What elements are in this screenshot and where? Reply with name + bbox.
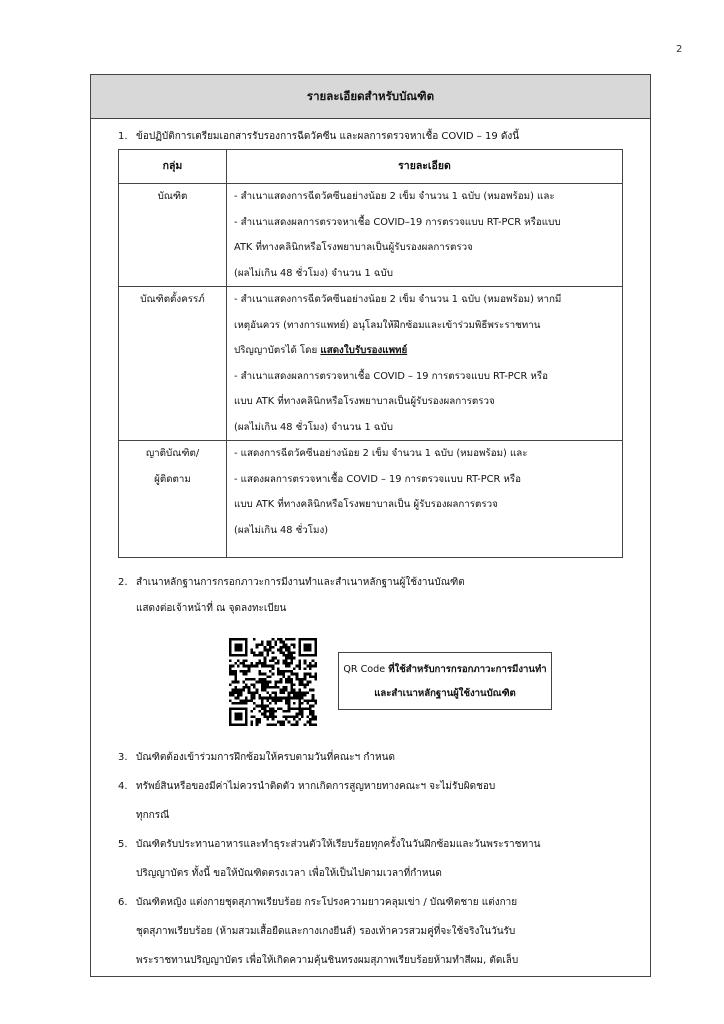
detail-line <box>234 338 616 364</box>
item-text: บัณฑิตต้องเข้าร่วมการฝึกซ้อมให้ครบตามวันที่คณะฯ กำหนด <box>136 752 395 763</box>
table-row <box>119 287 623 441</box>
detail-cell <box>227 441 623 558</box>
item-text: บัณฑิตรับประทานอาหารและทำธุระส่วนตัวให้เรียบร้อยทุกครั้งในวันฝึกซ้อมและวันพระราชทาน <box>136 839 541 850</box>
qr-section <box>91 634 650 744</box>
item-text: แสดงต่อเจ้าหน้าที่ ณ จุดลงทะเบียน <box>136 603 287 614</box>
qr-code[interactable] <box>225 634 321 730</box>
item-number: 2. <box>118 577 128 588</box>
item-6 <box>91 888 650 975</box>
table-row <box>119 184 623 287</box>
group-cell: บัณฑิตตั้งครรภ์ <box>119 287 227 441</box>
item-4 <box>91 772 650 830</box>
item-text: พระราชทานปริญญาบัตร เพื่อให้เกิดความคุ้นชินทรงผมสุภาพเรียบร้อยห้ามทำสีผม, ตัดเล็บ <box>136 955 519 966</box>
detail-text: ปริญญาบัตรได้ โดย <box>234 345 321 356</box>
item-text: ปริญญาบัตร ทั้งนี้ ขอให้บัณฑิตตรงเวลา เพื่อให้เป็นไปตามเวลาที่กำหนด <box>136 868 442 879</box>
detail-line: (ผลไม่เกิน 48 ชั่วโมง) จำนวน 1 ฉบับ <box>234 267 393 279</box>
detail-line: เหตุอันควร (ทางการแพทย์) อนุโลมให้ฝึกซ้อมและเข้าร่วมพิธีพระราชทาน <box>234 319 541 331</box>
detail-line: - สำเนาแสดงการฉีดวัคซีนอย่างน้อย 2 เข็ม จำนวน 1 ฉบับ (หมอพร้อม) และ <box>234 191 555 202</box>
item-2 <box>91 570 650 622</box>
header-detail: รายละเอียด <box>227 150 623 184</box>
detail-line: (ผลไม่เกิน 48 ชั่วโมง) <box>234 524 329 536</box>
requirements-table <box>118 149 623 558</box>
item-5 <box>91 830 650 888</box>
detail-line: แบบ ATK ที่ทางคลินิกหรือโรงพยาบาลเป็นผู้รับรองผลการตรวจ <box>234 396 495 407</box>
detail-line: - สำเนาแสดงการฉีดวัคซีนอย่างน้อย 2 เข็ม จำนวน 1 ฉบับ (หมอพร้อม) หากมี <box>234 294 562 305</box>
header-group: กลุ่ม <box>119 150 227 184</box>
item-3 <box>91 744 650 772</box>
qr-code-image <box>229 638 317 726</box>
item-text: ชุดสุภาพเรียบร้อย (ห้ามสวมเสื้อยืดและกางเกงยีนส์) รองเท้าควรสวมคู่ที่จะใช้จริงในวันรับ <box>136 926 516 937</box>
section-title: รายละเอียดสำหรับบัณฑิต <box>91 75 650 119</box>
detail-line: แบบ ATK ที่ทางคลินิกหรือโรงพยาบาลเป็น ผู้รับรองผลการตรวจ <box>234 499 498 510</box>
group-cell: บัณฑิต <box>119 184 227 287</box>
detail-line: - สำเนาแสดงผลการตรวจหาเชื้อ COVID – 19 การตรวจแบบ RT-PCR หรือ <box>234 370 549 382</box>
qr-caption-line <box>339 658 551 682</box>
qr-caption-line <box>339 682 551 706</box>
item-text: ข้อปฏิบัติการเตรียมเอกสารรับรองการฉีดวัคซีน และผลการตรวจหาเชื้อ COVID – 19 ดังนี้ <box>136 131 520 142</box>
detail-line: (ผลไม่เกิน 48 ชั่วโมง) จำนวน 1 ฉบับ <box>234 421 393 433</box>
detail-line: - สำเนาแสดงผลการตรวจหาเชื้อ COVID–19 การตรวจแบบ RT-PCR หรือแบบ <box>234 216 561 228</box>
item-text: บัณฑิตหญิง แต่งกายชุดสุภาพเรียบร้อย กระโปรงความยาวคลุมเข่า / บัณฑิตชาย แต่งกาย <box>136 897 518 908</box>
table-row <box>119 441 623 558</box>
medical-certificate-emphasis: แสดงใบรับรองแพทย์ <box>320 345 408 356</box>
group-line: ญาติบัณฑิต/ <box>145 448 200 459</box>
item-text: สำเนาหลักฐานการกรอกภาวะการมีงานทำและสำเนาหลักฐานผู้ใช้งานบัณฑิต <box>136 577 465 588</box>
table-header-row <box>119 150 623 184</box>
page-number: 2 <box>676 44 683 55</box>
group-cell <box>119 441 227 558</box>
item-1 <box>91 123 650 149</box>
detail-line: - แสดงผลการตรวจหาเชื้อ COVID – 19 การตรวจแบบ RT-PCR หรือ <box>234 473 521 485</box>
detail-cell <box>227 184 623 287</box>
instruction-list <box>91 744 650 975</box>
detail-cell <box>227 287 623 441</box>
detail-line: ATK ที่ทางคลินิกหรือโรงพยาบาลเป็นผู้รับรองผลการตรวจ <box>234 242 473 253</box>
group-line: ผู้ติดตาม <box>154 473 191 485</box>
item-number: 4. <box>118 781 128 792</box>
item-text: ทุกกรณี <box>136 810 170 821</box>
qr-caption-prefix: QR Code <box>343 664 389 675</box>
qr-caption-box <box>338 652 552 710</box>
qr-caption-bold: ที่ใช้สำหรับการกรอกภาวะการมีงานทำ <box>388 664 547 675</box>
detail-line: - แสดงการฉีดวัคซีนอย่างน้อย 2 เข็ม จำนวน 1 ฉบับ (หมอพร้อม) และ <box>234 448 528 459</box>
item-number: 1. <box>118 131 128 142</box>
item-text: ทรัพย์สินหรือของมีค่าไม่ควรนำติดตัว หากเกิดการสูญหายทางคณะฯ จะไม่รับผิดชอบ <box>136 781 496 792</box>
item-number: 6. <box>118 897 128 908</box>
item-number: 3. <box>118 752 128 763</box>
qr-caption-bold: และสำเนาหลักฐานผู้ใช้งานบัณฑิต <box>374 688 516 699</box>
details-frame <box>90 74 651 977</box>
item-number: 5. <box>118 839 128 850</box>
